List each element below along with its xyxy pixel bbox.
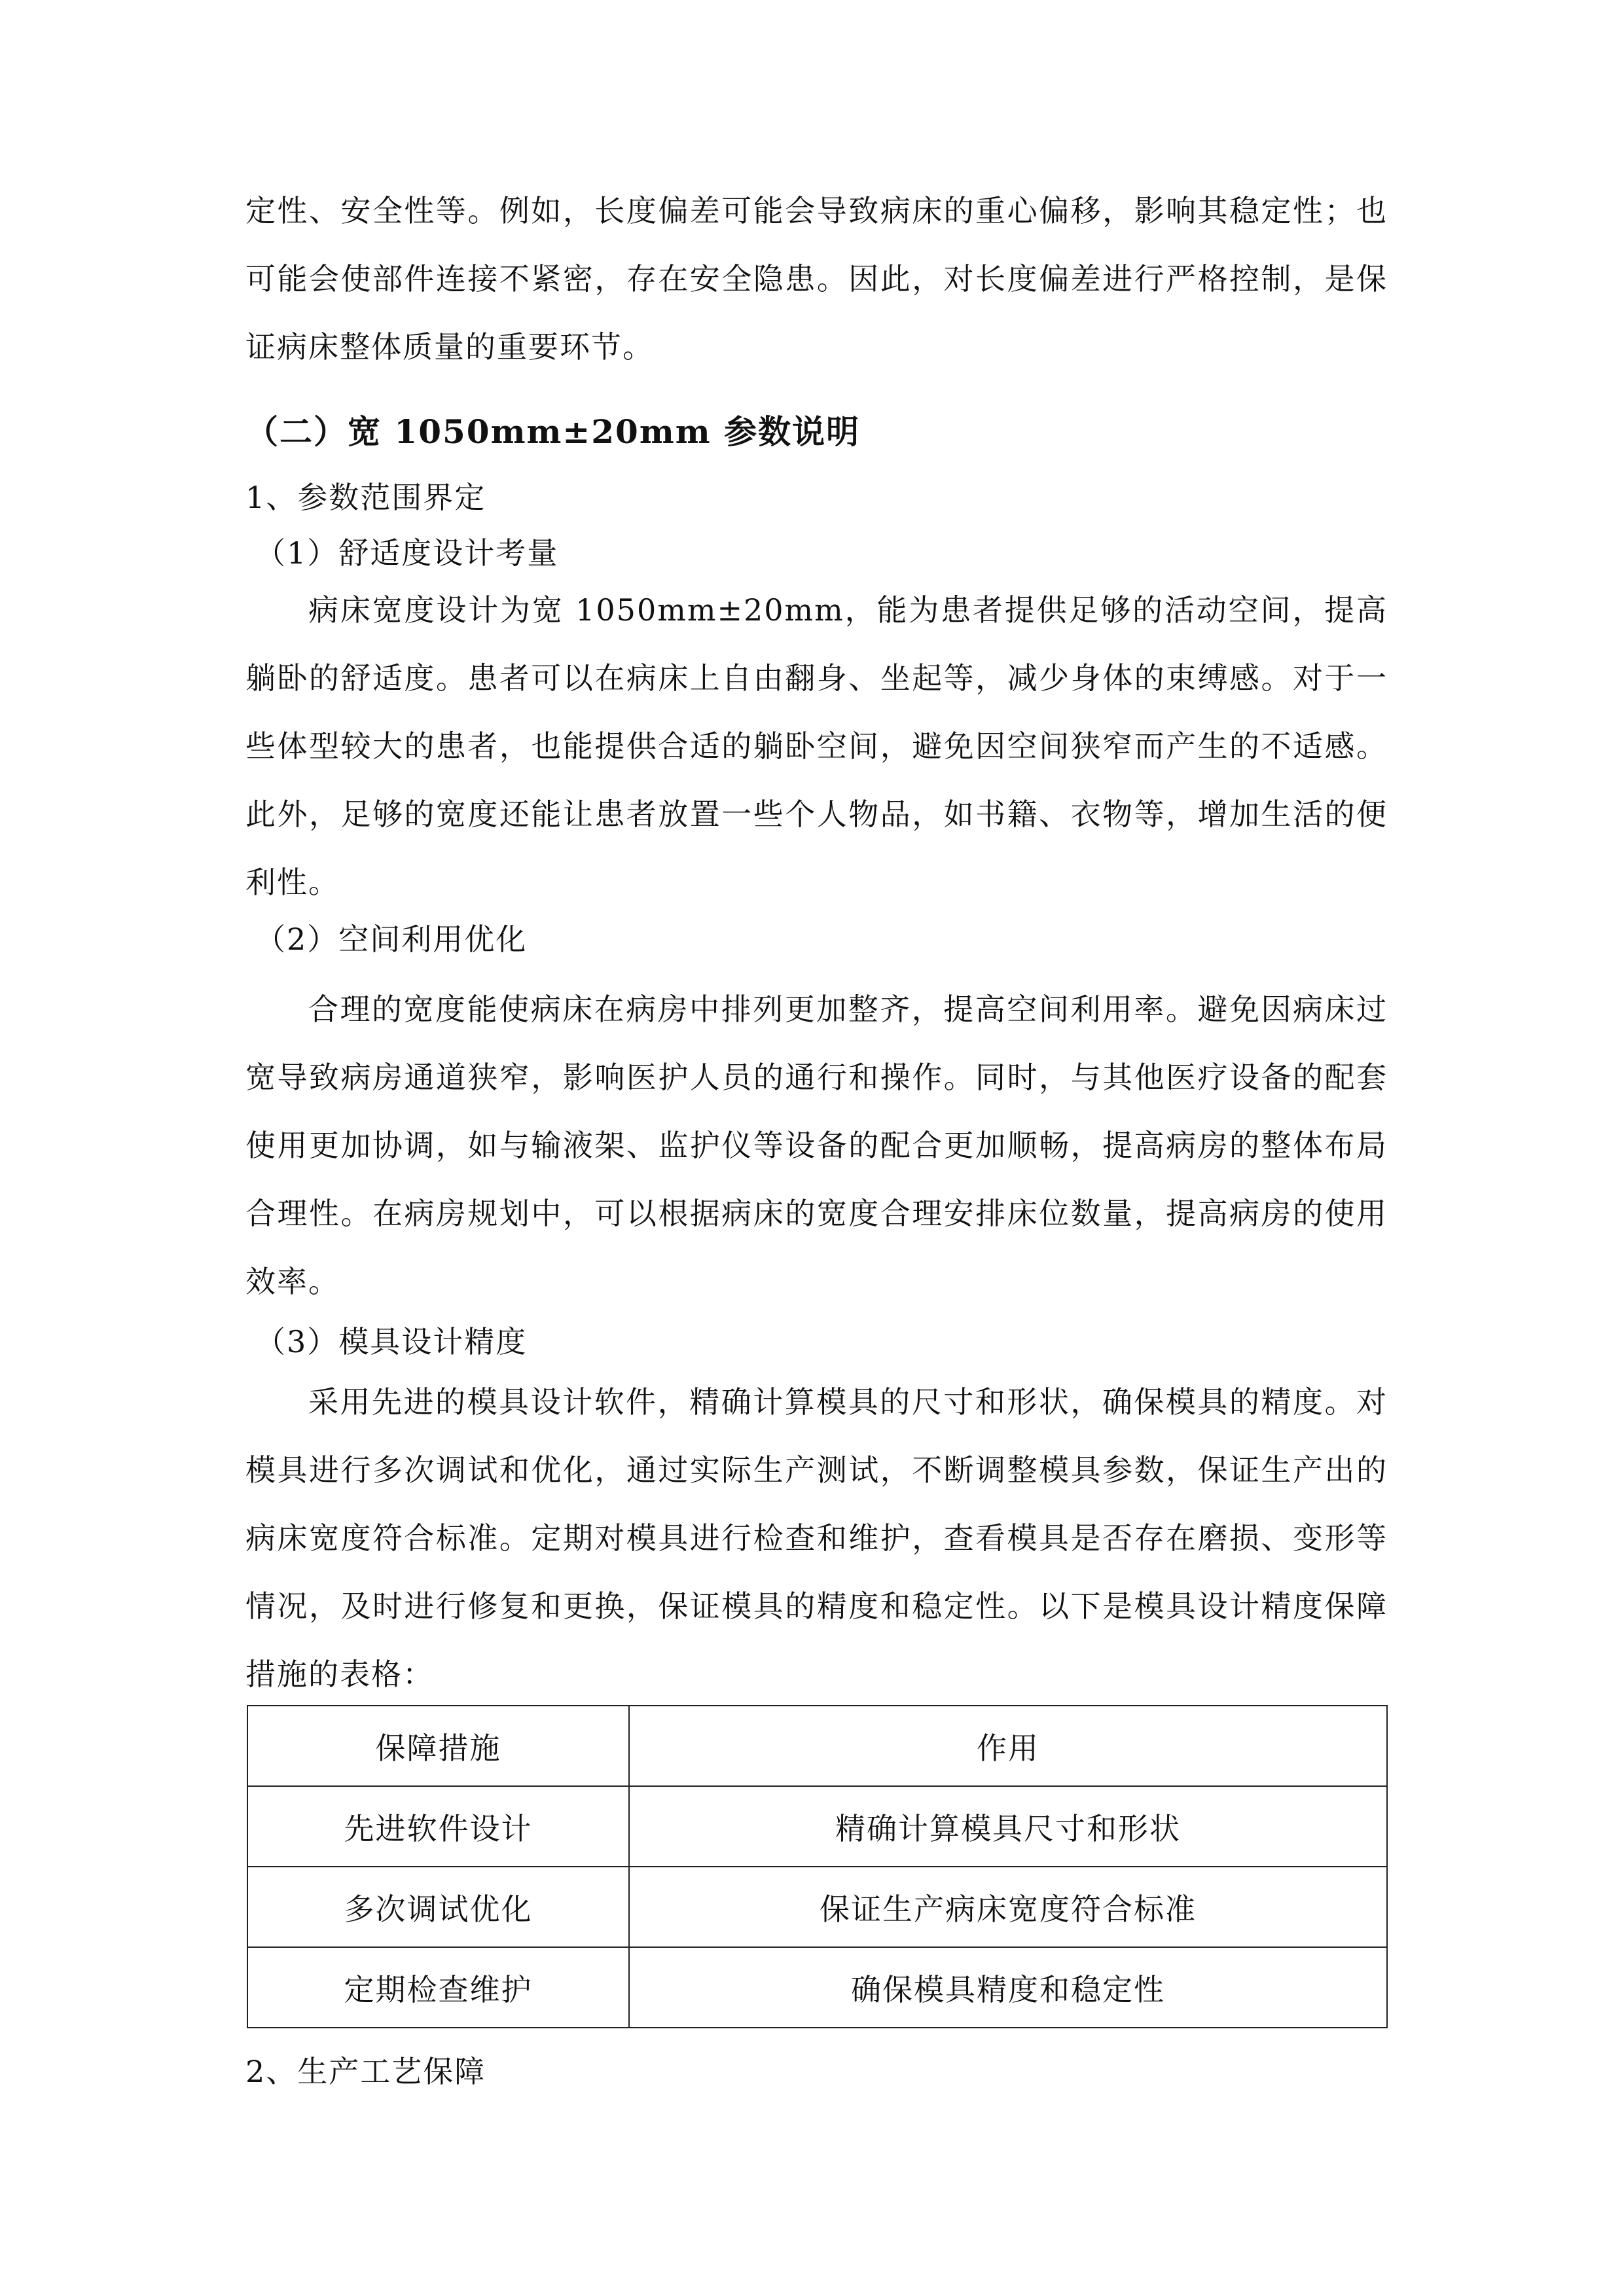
- item-heading-space: （2）空间利用优化: [255, 922, 528, 957]
- section-heading-width: （二）宽 1050mm±20mm 参数说明: [245, 412, 861, 451]
- table-row: [247, 1947, 1387, 2028]
- table-cell: 确保模具精度和稳定性: [629, 1947, 1387, 2028]
- paragraph-mold: 采用先进的模具设计软件，精确计算模具的尺寸和形状，确保模具的精度。对模具进行多次调试和优化，通过实际生产测试，不断调整模具参数，保证生产出的病床宽度符合标准。定期对模具进行检查和维护，查看模具是否存在磨损、变形等情况，及时进行修复和更换，保证模具的精度和稳定性。以下是模具设计精度保障措施的表格：: [245, 1384, 1388, 1692]
- subsection-heading-parameter-range: 1、参数范围界定: [245, 480, 486, 515]
- table-row: [247, 1786, 1387, 1867]
- paragraph-space: 合理的宽度能使病床在病房中排列更加整齐，提高空间利用率。避免因病床过宽导致病房通道狭窄，影响医护人员的通行和操作。同时，与其他医疗设备的配套使用更加协调，如与输液架、监护仪等设备的配合更加顺畅，提高病房的整体布局合理性。在病房规划中，可以根据病床的宽度合理安排床位数量，提高病房的使用效率。: [245, 992, 1388, 1299]
- paragraph-comfort: 病床宽度设计为宽 1050mm±20mm，能为患者提供足够的活动空间，提高躺卧的舒适度。患者可以在病床上自由翻身、坐起等，减少身体的束缚感。对于一些体型较大的患者，也能提供合适的躺卧空间，避免因空间狭窄而产生的不适感。此外，足够的宽度还能让患者放置一些个人物品，如书籍、衣物等，增加生活的便利性。: [245, 592, 1388, 900]
- table-cell: 保证生产病床宽度符合标准: [629, 1867, 1387, 1947]
- table-row: [247, 1867, 1387, 1947]
- paragraph-length-deviation: 定性、安全性等。例如，长度偏差可能会导致病床的重心偏移，影响其稳定性；也可能会使部件连接不紧密，存在安全隐患。因此，对长度偏差进行严格控制，是保证病床整体质量的重要环节。: [245, 193, 1388, 365]
- item-heading-mold: （3）模具设计精度: [255, 1324, 528, 1359]
- table-cell: 多次调试优化: [247, 1867, 629, 1947]
- item-heading-comfort: （1）舒适度设计考量: [255, 535, 559, 571]
- table-cell: 精确计算模具尺寸和形状: [629, 1786, 1387, 1867]
- table-cell: 定期检查维护: [247, 1947, 629, 2028]
- table-cell: 先进软件设计: [247, 1786, 629, 1867]
- table-header-cell: 作用: [629, 1706, 1387, 1786]
- mold-measures-table: [247, 1705, 1388, 2028]
- table-header-cell: 保障措施: [247, 1706, 629, 1786]
- table-header-row: [247, 1706, 1387, 1786]
- subsection-heading-process: 2、生产工艺保障: [245, 2054, 486, 2089]
